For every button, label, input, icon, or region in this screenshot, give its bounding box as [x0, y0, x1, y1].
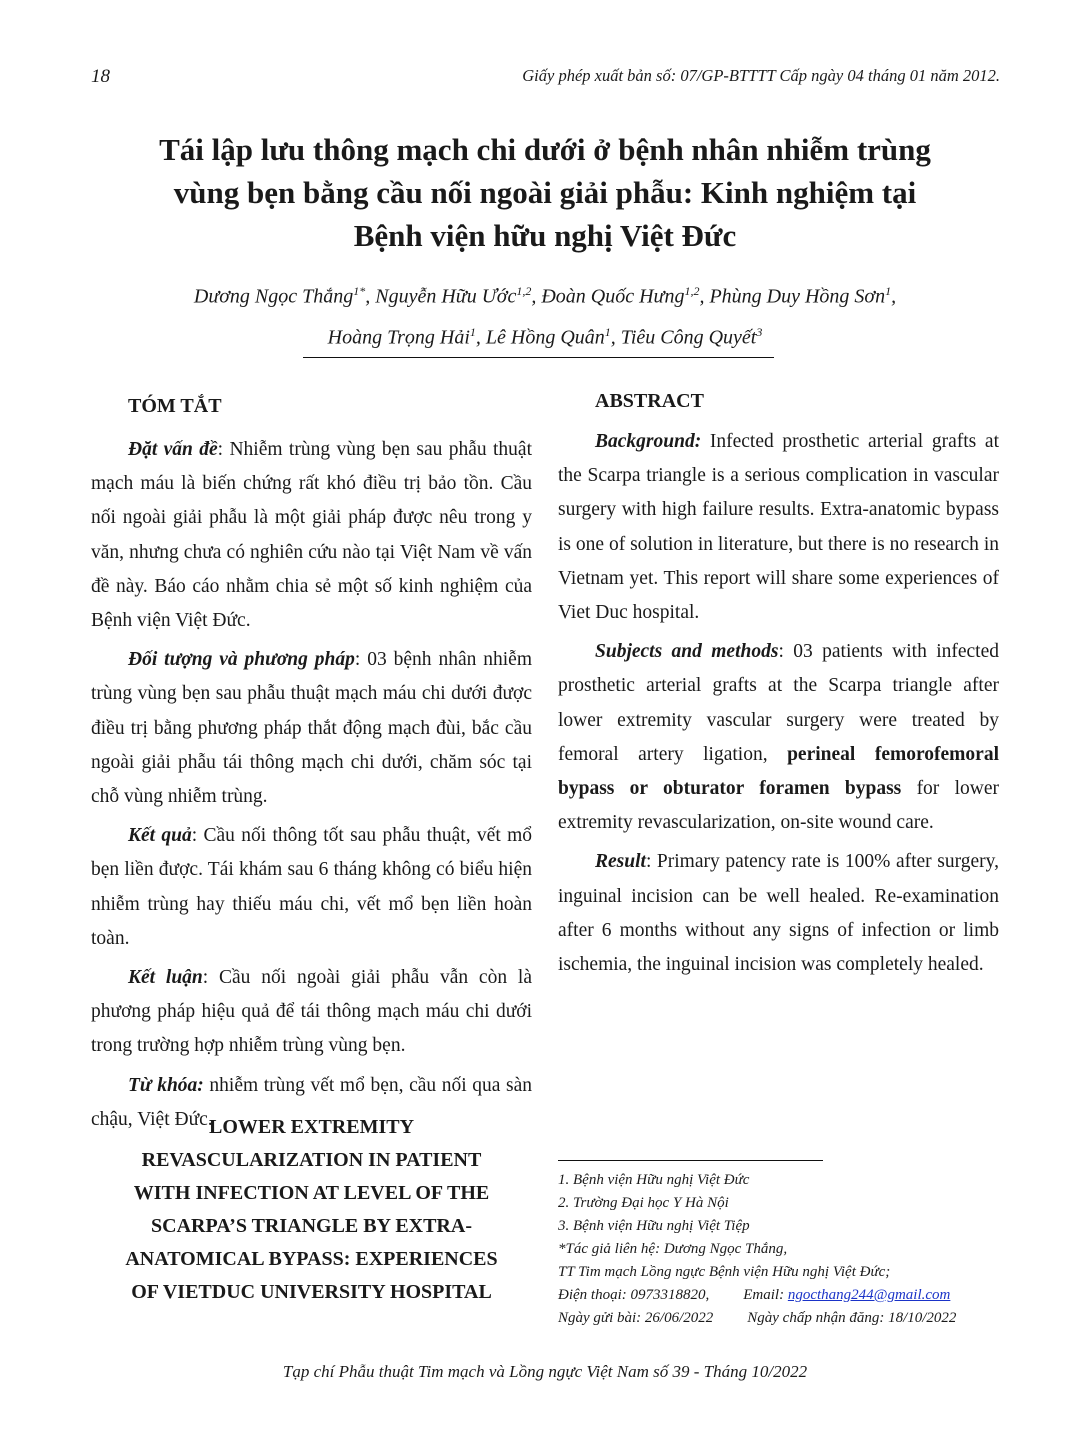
abstract-result-text: : Primary patency rate is 100% after surgery, inguinal incision can be well healed. Re-examination after 6 months without any signs of infection or limb ischemia, the inguinal incision was completely healed. [558, 851, 999, 976]
article-title [90, 128, 1000, 257]
page-number: 18 [91, 66, 110, 87]
author-separator: , [365, 285, 376, 308]
english-title-line: LOWER EXTREMITY [208, 1116, 415, 1138]
title-divider [303, 357, 774, 358]
summary-conclusion-label: Kết luận [128, 967, 203, 989]
english-title-line: REVASCULARIZATION IN PATIENT [141, 1149, 482, 1171]
english-title-line: OF VIETDUC UNIVERSITY HOSPITAL [131, 1281, 492, 1303]
author-separator: , [699, 285, 710, 308]
abstract-result-label: Result [595, 851, 646, 873]
author-affiliation: 1,2 [516, 284, 532, 298]
abstract-methods [558, 635, 999, 840]
accepted-date: Ngày chấp nhận đăng: 18/10/2022 [747, 1310, 957, 1326]
summary-background-text: : Nhiễm trùng vùng bẹn sau phẫu thuật mạch máu là biến chứng rất khó điều trị bảo tồn. Cầu nối ngoài giải phẫu là một giải pháp được nêu trong y văn, nhưng chưa có nghiên cứu nào tại Việt Nam về vấn đề này. Báo cáo nhằm chia sẻ một số kinh nghiệm của Bệnh viện Việt Đức. [91, 439, 533, 632]
summary-results-text: : Cầu nối thông tốt sau phẫu thuật, vết mổ bẹn liền được. Tái khám sau 6 tháng không có biểu hiện nhiễm trùng hay thiếu máu chi, vết mổ bẹn liền hoàn toàn. [91, 825, 532, 949]
received-date: Ngày gửi bài: 26/06/2022 [558, 1310, 714, 1326]
author-name: Đoàn Quốc Hưng [541, 285, 685, 308]
author-list [90, 274, 1000, 355]
author-affiliation: 1 [469, 324, 476, 339]
summary-results-label: Kết quả [128, 825, 192, 847]
publication-license: Giấy phép xuất bản số: 07/GP-BTTTT Cấp ngày 04 tháng 01 năm 2012. [522, 66, 1000, 85]
english-title [91, 1111, 532, 1309]
author-name: Nguyễn Hữu Ước [375, 285, 517, 308]
footnote-divider [558, 1160, 823, 1161]
corresponding-department: TT Tim mạch Lồng ngực Bệnh viện Hữu nghị Việt Đức; [558, 1264, 891, 1280]
dates-line [558, 1307, 1003, 1330]
footnote-affiliation-1: 1. Bệnh viện Hữu nghị Việt Đức [558, 1172, 750, 1188]
english-title-line: ANATOMICAL BYPASS: EXPERIENCES [125, 1248, 498, 1270]
journal-footer: Tạp chí Phẫu thuật Tim mạch và Lồng ngực Việt Nam số 39 - Tháng 10/2022 [282, 1362, 808, 1381]
phone-number: Điện thoại: 0973318820, [558, 1287, 710, 1303]
author-name: Phùng Duy Hồng Sơn [709, 285, 886, 308]
author-name: Hoàng Trọng Hải [327, 326, 470, 349]
footnotes [558, 1169, 1003, 1330]
author-separator: , [610, 326, 621, 349]
author-affiliation: 3 [756, 324, 763, 339]
summary-methods-text: : 03 bệnh nhân nhiễm trùng vùng bẹn sau phẫu thuật mạch máu chi dưới được điều trị bằng phương pháp thắt động mạch đùi, bắc cầu ngoài giải phẫu tái thông mạch chi dưới, chăm sóc tại chỗ vùng nhiễm trùng. [91, 649, 532, 808]
summary-keywords-label: Từ khóa: [128, 1074, 204, 1096]
summary-conclusion-text: : Cầu nối ngoài giải phẫu vẫn còn là phương pháp hiệu quả để tái thông mạch máu chi dưới trong trường hợp nhiễm trùng vùng bẹn. [91, 967, 532, 1057]
summary-vietnamese [91, 433, 532, 1142]
summary-background-label: Đặt vấn đề [128, 439, 218, 460]
footnote-affiliation-2: 2. Trường Đại học Y Hà Nội [558, 1195, 729, 1211]
title-line: vùng bẹn bằng cầu nối ngoài giải phẫu: Kinh nghiệm tại [173, 175, 917, 210]
title-line: Tái lập lưu thông mạch chi dưới ở bệnh nhân nhiễm trùng [159, 132, 931, 167]
abstract-english [558, 425, 999, 987]
author-line [90, 274, 1000, 315]
contact-line [558, 1284, 1003, 1307]
summary-keywords-text: nhiễm trùng vết mổ bẹn, cầu nối qua sàn chậu, Việt Đức. [91, 1074, 532, 1130]
summary-results [91, 819, 532, 956]
email-link[interactable]: ngocthang244@gmail.com [787, 1287, 951, 1303]
summary-background [91, 433, 532, 638]
english-title-line: SCARPA’S TRIANGLE BY EXTRA- [151, 1215, 472, 1237]
english-title-line: WITH INFECTION AT LEVEL OF THE [133, 1182, 490, 1204]
abstract-background [558, 425, 999, 630]
author-name: Lê Hồng Quân [485, 326, 605, 349]
author-line [90, 315, 1000, 356]
abstract-background-label: Background: [595, 431, 702, 452]
abstract-result [558, 845, 999, 982]
abstract-heading: ABSTRACT [595, 390, 704, 412]
author-name: Tiêu Công Quyết [620, 326, 757, 349]
summary-methods [91, 643, 532, 814]
email-label: Email: [743, 1287, 788, 1303]
author-separator: , [475, 326, 486, 349]
author-affiliation: 1* [353, 284, 366, 298]
summary-methods-label: Đối tượng và phương pháp [128, 649, 355, 671]
abstract-methods-emphasis: perineal femorofemoral bypass or obturator foramen bypass [558, 743, 999, 800]
author-affiliation: 1,2 [684, 284, 700, 298]
abstract-background-text: Infected prosthetic arterial grafts at the Scarpa triangle is a serious complication in vascular surgery with high failure results. Extra-anatomic bypass is one of solution in literature, but there is no research in Vietnam yet. This report will share some experiences of Viet Duc hospital. [558, 431, 999, 624]
abstract-methods-text: : 03 patients with infected prosthetic arterial grafts at the Scarpa triangle after lower extremity vascular surgery were treated by femoral artery ligation, [558, 641, 999, 765]
abstract-methods-text-end: for lower extremity revascularization, on-site wound care. [558, 778, 999, 834]
author-affiliation: 1 [604, 324, 611, 339]
summary-conclusion [91, 961, 532, 1064]
title-line: Bệnh viện hữu nghị Việt Đức [353, 218, 737, 253]
summary-heading: TÓM TẮT [128, 395, 222, 417]
abstract-methods-label: Subjects and methods [595, 641, 779, 663]
author-separator: , [891, 285, 897, 308]
footnote-affiliation-3: 3. Bệnh viện Hữu nghị Việt Tiệp [558, 1218, 750, 1234]
author-name: Dương Ngọc Thắng [193, 285, 354, 308]
author-affiliation: 1 [885, 284, 892, 298]
author-separator: , [531, 285, 542, 308]
corresponding-author: *Tác giả liên hệ: Dương Ngọc Thắng, [558, 1241, 788, 1257]
